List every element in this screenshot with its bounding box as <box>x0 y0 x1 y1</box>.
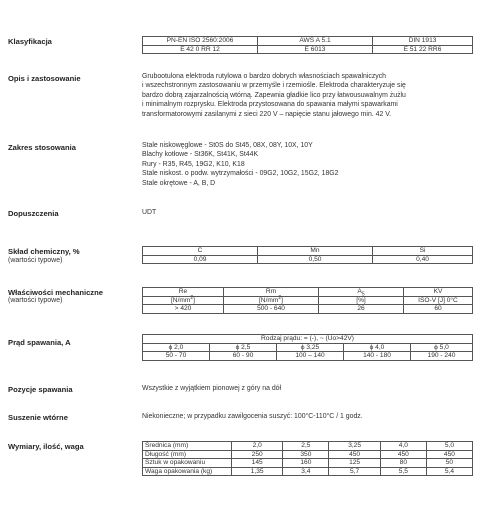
wymiary-cell: 450 <box>426 450 472 459</box>
opis-text <box>142 72 472 119</box>
suszenie-label: Suszenie wtórne <box>8 413 68 422</box>
sklad-header: Si <box>373 247 473 256</box>
mech-label: Właściwości mechaniczne <box>8 288 103 297</box>
zakres-line: Stale niskowęglowe - St0S do St45, 08X, 08Y, 10X, 10Y <box>142 142 313 149</box>
klasyfikacja-table <box>142 36 473 54</box>
zakres-line: Stale okrętowe - A, B, D <box>142 179 216 187</box>
standard-pn-en: PN-EN ISO 2560:2006 <box>143 37 258 46</box>
sklad-table <box>142 246 473 264</box>
wymiary-cell: 450 <box>329 450 380 459</box>
mech-table <box>142 287 473 314</box>
prad-diameter: ϕ 2,0 <box>143 343 210 352</box>
prad-range: 100 – 140 <box>277 352 344 361</box>
mech-unit-re: $[N/mm^2]$ <box>143 296 224 305</box>
opis-line: bardzo dobrą zajarzalnością wtórną. Zapewnia gładkie lico przy łatwousuwalnym żużlu <box>142 91 406 99</box>
table-row <box>143 442 473 451</box>
class-din: E 51 22 RR6 <box>373 45 473 54</box>
sklad-header: Mn <box>258 247 373 256</box>
prad-diameter: ϕ 2,5 <box>210 343 277 352</box>
wymiary-row-name: Waga opakowania (kg) <box>143 467 232 476</box>
opis-line: i minimalnym rozprysku. Elektroda przystosowana do spawania małymi spawarkami <box>142 101 398 109</box>
mech-header-re: Re <box>143 288 224 297</box>
prad-range: 50 - 70 <box>143 352 210 361</box>
zakres-text <box>142 141 472 188</box>
standard-din: DIN 1913 <box>373 37 473 46</box>
mech-header-kv: KV <box>404 288 473 297</box>
zakres-line: Stale niskost. o podw. wytrzymałości - 09G2, 10G2, 15G2, 18G2 <box>142 170 339 178</box>
mech-value: 60 <box>404 305 473 314</box>
wymiary-cell: 50 <box>426 459 472 468</box>
prad-label: Prąd spawania, A <box>8 338 71 347</box>
zakres-line: Rury - R35, R45, 19G2, K10, K18 <box>142 160 245 168</box>
mech-unit-kv: ISO-V [J] 0°C <box>404 296 473 305</box>
prad-header: Rodzaj prądu: = (-), ~ (Uo>42V) <box>143 335 473 344</box>
opis-line: Grubootulona elektroda rutylowa o bardzo dobrych własnościach spawalniczych <box>142 73 386 80</box>
mech-value: 26 <box>319 305 404 314</box>
pozycje-value: Wszystkie z wyjątkiem pionowej z góry na dół <box>142 385 282 392</box>
wymiary-cell: 2,5 <box>283 442 329 451</box>
mech-value: 500 - 640 <box>224 305 319 314</box>
prad-diameter: ϕ 4,0 <box>344 343 411 352</box>
dopuszczenia-label: Dopuszczenia <box>8 209 59 218</box>
wymiary-row-name: Średnica (mm) <box>143 442 232 451</box>
wymiary-cell: 250 <box>232 450 283 459</box>
wymiary-cell: 3,4 <box>283 467 329 476</box>
wymiary-row-name: Długość (mm) <box>143 450 232 459</box>
standard-aws: AWS A 5.1 <box>258 37 373 46</box>
wymiary-cell: 5,7 <box>329 467 380 476</box>
wymiary-cell: 145 <box>232 459 283 468</box>
sklad-value: 0,40 <box>373 255 473 264</box>
wymiary-cell: 2,0 <box>232 442 283 451</box>
wymiary-label: Wymiary, ilość, waga <box>8 442 84 451</box>
wymiary-table <box>142 441 473 476</box>
wymiary-cell: 5,5 <box>380 467 426 476</box>
prad-range: 140 - 180 <box>344 352 411 361</box>
wymiary-row-name: Sztuk w opakowaniu <box>143 459 232 468</box>
mech-unit-rm: $[N/mm^2]$ <box>224 296 319 305</box>
mech-unit-a: [%] <box>319 296 404 305</box>
prad-range: 190 - 240 <box>411 352 473 361</box>
sklad-value: 0,09 <box>143 255 258 264</box>
sklad-header: C <box>143 247 258 256</box>
table-row <box>143 450 473 459</box>
pozycje-label: Pozycje spawania <box>8 385 73 394</box>
prad-table <box>142 334 473 361</box>
class-pn-en: E 42 0 RR 12 <box>143 45 258 54</box>
mech-header-a: $A_5$ <box>319 288 404 297</box>
wymiary-cell: 3,25 <box>329 442 380 451</box>
suszenie-value: Niekonieczne; w przypadku zawilgocenia suszyć: 100°C-110°C / 1 godz. <box>142 413 363 420</box>
opis-label: Opis i zastosowanie <box>8 74 81 83</box>
wymiary-cell: 1,35 <box>232 467 283 476</box>
prad-diameter: ϕ 5,0 <box>411 343 473 352</box>
mech-sub: (wartości typowe) <box>8 297 63 304</box>
mech-header-rm: Rm <box>224 288 319 297</box>
wymiary-cell: 80 <box>380 459 426 468</box>
wymiary-cell: 5,4 <box>426 467 472 476</box>
opis-line: transformatorowymi zasilanymi z sieci 220 V – napięcie stanu jałowego min. 42 V. <box>142 110 392 118</box>
table-row <box>143 459 473 468</box>
class-aws: E 6013 <box>258 45 373 54</box>
wymiary-cell: 125 <box>329 459 380 468</box>
wymiary-cell: 450 <box>380 450 426 459</box>
opis-line: i wszechstronnym zastosowaniu w przemyśle i rzemiośle. Elektroda charakteryzuje się <box>142 82 406 90</box>
sklad-value: 0,50 <box>258 255 373 264</box>
table-row <box>143 467 473 476</box>
wymiary-cell: 350 <box>283 450 329 459</box>
sklad-sub: (wartości typowe) <box>8 257 63 264</box>
wymiary-cell: 4,0 <box>380 442 426 451</box>
klasyfikacja-label: Klasyfikacja <box>8 37 52 46</box>
mech-value: > 420 <box>143 305 224 314</box>
zakres-line: Blachy kotłowe - St36K, St41K, St44K <box>142 151 259 159</box>
prad-range: 60 - 90 <box>210 352 277 361</box>
zakres-label: Zakres stosowania <box>8 143 76 152</box>
wymiary-cell: 160 <box>283 459 329 468</box>
prad-diameter: ϕ 3,25 <box>277 343 344 352</box>
sklad-label: Skład chemiczny, % <box>8 247 80 256</box>
dopuszczenia-value: UDT <box>142 209 157 216</box>
wymiary-cell: 5,0 <box>426 442 472 451</box>
